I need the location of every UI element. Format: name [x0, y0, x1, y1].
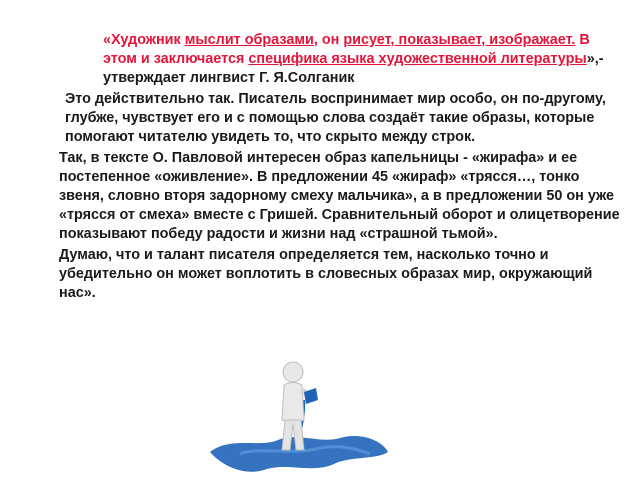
painter-figure-illustration	[200, 340, 400, 480]
figure-body	[282, 383, 304, 423]
paragraph-3: Думаю, что и талант писателя определяется тем, насколько точно и убедительно он может воплотить в словесных образах мир, окружающий нас».	[59, 247, 593, 301]
paragraph-2: Так, в тексте О. Павловой интересен образ капельницы - «жирафа» и ее постепенное «оживление». В предложении 45 «жираф» «трясся…, тонко звеня, словно вторя задорному смеху мальчика», а в предложении 50 он уже «трясся от смеха» вместе с Гришей. Сравнительный оборот и олицетворение показывают победу радости и жизни над «страшной тьмой».	[59, 150, 620, 242]
quote-text-1: , он	[313, 32, 344, 48]
figure-head	[283, 362, 303, 382]
quote-text-2: В этом и заключается	[103, 32, 590, 67]
quote-underlined-2: рисует, показывает, изображает.	[343, 32, 576, 48]
slide-text	[47, 31, 627, 305]
paragraph-1: Это действительно так. Писатель воспринимает мир особо, он по-другому, глубже, чувствует его и с помощью слова создаёт такие образы, которые помогают читателю увидеть то, что скрыто между строк.	[65, 91, 606, 145]
quote-open: «Художник	[103, 32, 185, 48]
quote-underlined-1: мыслит образами	[184, 32, 314, 48]
quote-paragraph	[47, 31, 627, 88]
quote-underlined-3: специфика языка художественной литературы	[248, 51, 587, 67]
quote-attribution: »,- утверждает лингвист Г. Я.Солганик	[103, 51, 604, 86]
